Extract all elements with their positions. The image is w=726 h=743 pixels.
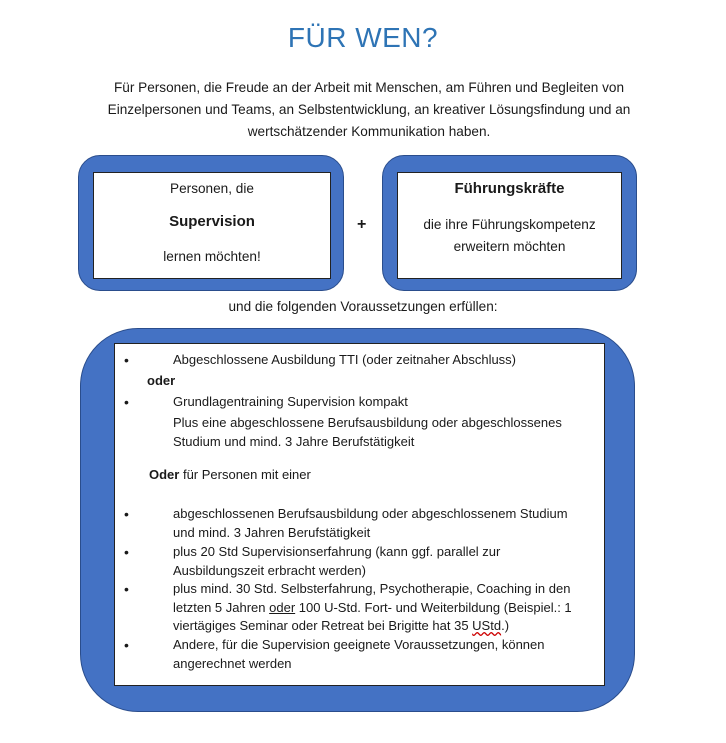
requirement-item-2-line1: Grundlagentraining Supervision kompakt <box>173 394 408 409</box>
box-left-line2: Supervision <box>169 213 255 230</box>
box-right-line2: die ihre Führungskompetenz <box>423 217 596 232</box>
requirement-item-5-line2-c: 100 U-Std. Fort- und Weiterbildung (Beispiel.: 1 <box>295 600 572 615</box>
requirement-item-5-oder-underlined: oder <box>269 600 296 615</box>
box-left-line3: lernen möchten! <box>163 249 261 264</box>
intro-text: Für Personen, die Freude an der Arbeit mit Menschen, am Führen und Begleiten von Einzelpersonen und Teams, an Selbstentwicklung, an kreativer Lösungsfindung und an wertschätzender Kommunikation haben. <box>107 80 631 139</box>
target-group-panel-supervision <box>93 172 331 279</box>
plus-sign: + <box>357 216 367 233</box>
requirement-item-3-line2: und mind. 3 Jahren Berufstätigkeit <box>173 525 371 540</box>
requirement-item-6-line1: Andere, für die Supervision geeignete Voraussetzungen, können <box>173 637 545 652</box>
requirement-item-4-line2: Ausbildungszeit erbracht werden) <box>173 563 366 578</box>
requirement-item-5-line1: plus mind. 30 Std. Selbsterfahrung, Psychotherapie, Coaching in den <box>173 581 571 596</box>
target-group-panel-leaders <box>397 172 622 279</box>
requirement-item-6-line2: angerechnet werden <box>173 656 292 671</box>
requirement-item-5-line3 <box>173 617 509 636</box>
requirement-item-2-line3: Studium und mind. 3 Jahre Berufstätigkeit <box>173 434 415 449</box>
requirement-item-5-line3-a: viertägiges Seminar oder Retreat bei Brigitte hat 35 <box>173 618 473 633</box>
page-title: FÜR WEN? <box>287 22 439 53</box>
box-right-line3: erweitern möchten <box>453 239 566 254</box>
oder-label-2: Oder <box>149 467 180 482</box>
conditions-heading: und die folgenden Voraussetzungen erfüllen: <box>228 299 498 314</box>
requirement-item-5-line2 <box>173 599 572 618</box>
requirement-item-3-line1: abgeschlossenen Berufsausbildung oder abgeschlossenem Studium <box>173 506 568 521</box>
box-left-line1: Personen, die <box>170 181 254 196</box>
requirement-item-5-line2-a: letzten 5 Jahren <box>173 600 270 615</box>
oder-clause <box>149 466 311 485</box>
oder-clause-text: für Personen mit einer <box>179 467 311 482</box>
requirement-item-5-line3-c: .) <box>501 618 510 633</box>
requirement-item-2-line2: Plus eine abgeschlossene Berufsausbildung oder abgeschlossenes <box>173 415 562 430</box>
requirement-item-1-text: Abgeschlossene Ausbildung TTI (oder zeitnaher Abschluss) <box>173 352 517 367</box>
requirement-item-4-line1: plus 20 Std Supervisionserfahrung (kann ggf. parallel zur <box>173 544 501 559</box>
box-right-line1: Führungskräfte <box>454 180 565 197</box>
oder-label-1: oder <box>147 373 176 388</box>
requirement-item-5-ustd-spellcheck: UStd <box>472 618 502 633</box>
requirements-panel <box>114 343 605 686</box>
